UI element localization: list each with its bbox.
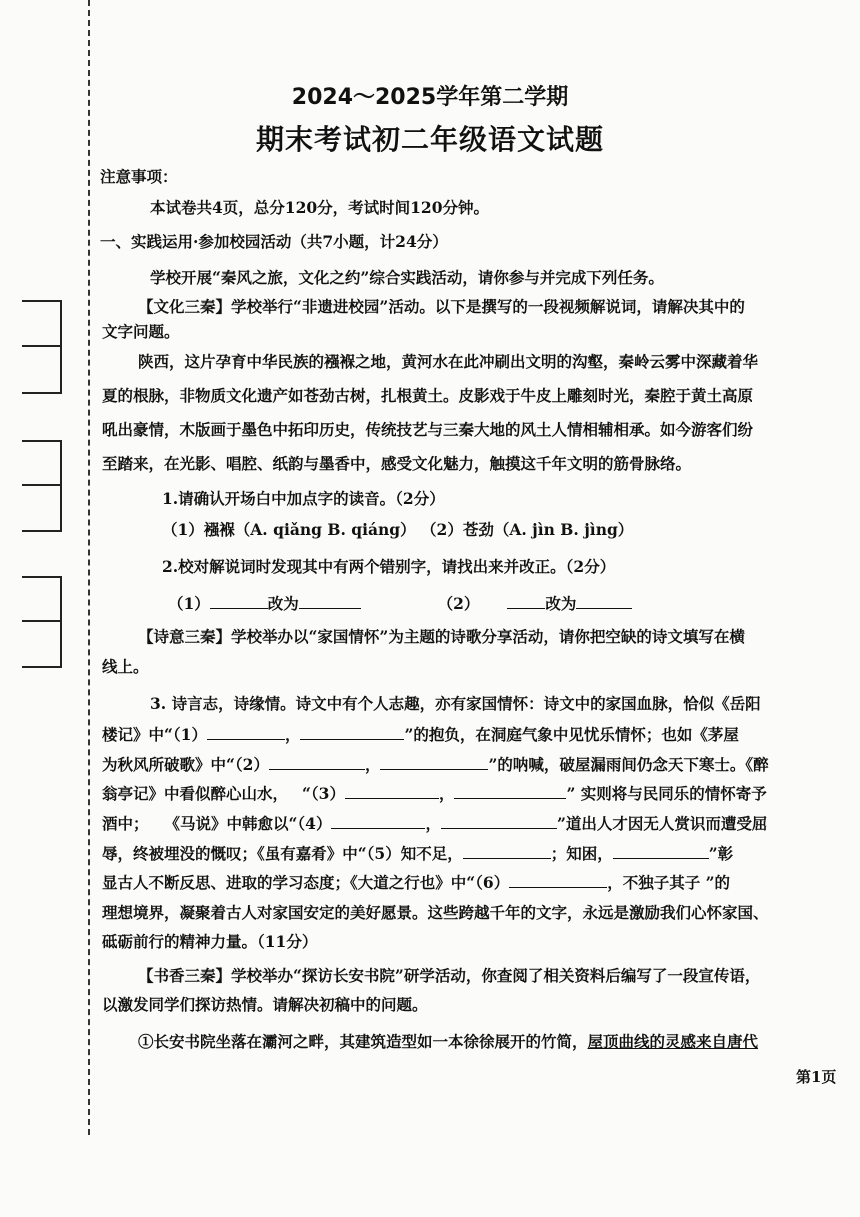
binding-box-1 — [22, 300, 62, 394]
answer-blank[interactable] — [613, 844, 709, 859]
passage-line: 至踏来，在光影、唱腔、纸韵与墨香中，感受文化魅力，触摸这千年文明的筋骨脉络。 — [102, 454, 692, 473]
q3-line: 砥砺前行的精神力量。（11分） — [102, 932, 318, 951]
question-2-fill: （1） 改为 （2） 改为 — [168, 592, 632, 614]
section-intro: 学校开展“秦风之旅，文化之约”综合实践活动，请你参与并完成下列任务。 — [150, 268, 664, 287]
page-number: 第1页 — [796, 1068, 837, 1086]
q3-line: 理想境界，凝聚着古人对家国安定的美好愿景。这些跨越千年的文字，永远是激励我们心怀家国、 — [102, 903, 769, 922]
poetry-instruction: 【诗意三秦】学校举办以“家国情怀”为主题的诗歌分享活动，请你把空缺的诗文填写在横 — [138, 627, 745, 646]
question-1: 1.请确认开场白中加点字的读音。（2分） — [162, 489, 445, 508]
q3-line: 翁亭记》中看似醉心山水， “（3） ， ” 实则将与民同乐的情怀寄予 — [102, 784, 767, 803]
answer-blank[interactable] — [210, 594, 268, 609]
answer-blank[interactable] — [207, 725, 285, 740]
passage-line: 夏的根脉，非物质文化遗产如苍劲古树，扎根黄土。皮影戏于牛皮上雕刻时光，秦腔于黄土高原 — [102, 386, 754, 405]
notice-text: 本试卷共4页，总分120分，考试时间120分钟。 — [150, 198, 489, 217]
question-2: 2.校对解说词时发现其中有两个错别字，请找出来并改正。（2分） — [162, 557, 616, 576]
binding-box-2 — [22, 440, 62, 532]
answer-blank[interactable] — [300, 725, 404, 740]
binding-dashed-line — [88, 0, 90, 1135]
answer-blank[interactable] — [441, 814, 557, 829]
culture-instruction: 【文化三秦】学校举行“非遗进校园”活动。以下是撰写的一段视频解说词，请解决其中的 — [138, 297, 745, 316]
q3-line: 辱，终被埋没的慨叹；《虽有嘉肴》中“（5）知不足， ；知困， ”彰 — [102, 844, 734, 863]
answer-blank[interactable] — [507, 594, 545, 609]
books-instruction: 【书香三秦】学校举办“探访长安书院”研学活动，你查阅了相关资料后编写了一段宣传语， — [138, 966, 761, 985]
answer-blank[interactable] — [269, 755, 365, 770]
notice-label: 注意事项： — [100, 167, 178, 186]
binding-box-3 — [22, 576, 62, 668]
passage-line: 吼出豪情，木版画于墨色中拓印历史，传统技艺与三秦大地的风土人情相辅相承。如今游客们纷 — [102, 420, 754, 439]
section-heading: 一、实践运用·参加校园活动（共7小题，计24分） — [100, 232, 448, 251]
q3-line: 为秋风所破歌》中“（2） ， ”的呐喊，破屋漏雨间仍念天下寒士。《醉 — [102, 755, 769, 774]
answer-blank[interactable] — [331, 814, 425, 829]
poetry-instruction-cont: 线上。 — [102, 657, 149, 676]
answer-blank[interactable] — [509, 873, 607, 888]
exam-term: 2024～2025学年第二学期 — [291, 85, 569, 110]
answer-blank[interactable] — [345, 784, 439, 799]
culture-instruction-cont: 文字问题。 — [102, 322, 180, 341]
exam-title: 期末考试初二年级语文试题 — [255, 123, 604, 156]
answer-blank[interactable] — [463, 844, 551, 859]
books-item-1: ①长安书院坐落在灞河之畔，其建筑造型如一本徐徐展开的竹简，屋顶曲线的灵感来自唐代 — [138, 1032, 759, 1051]
q3-line: 酒中； 《马说》中韩愈以“（4） ， ”道出人才因无人赏识而遭受屈 — [102, 814, 768, 833]
question-1-options: （1）襁褓（A. qiǎng B. qiáng） （2）苍劲（A. jìn B. jìng） — [162, 520, 634, 539]
q3-line: 楼记》中“（1） ， ”的抱负，在洞庭气象中见忧乐情怀；也如《茅屋 — [102, 725, 739, 744]
q3-line: 显古人不断反思、进取的学习态度；《大道之行也》中“（6） ，不独子其子 ”的 — [102, 873, 731, 892]
answer-blank[interactable] — [454, 784, 566, 799]
q3-line: 3. 诗言志，诗缘情。诗文中有个人志趣，亦有家国情怀：诗文中的家国血脉，恰似《岳阳 — [150, 694, 761, 713]
answer-blank[interactable] — [380, 755, 488, 770]
books-instruction-cont: 以激发同学们探访热情。请解决初稿中的问题。 — [102, 995, 428, 1014]
answer-blank[interactable] — [299, 594, 361, 609]
passage-line: 陕西，这片孕育中华民族的襁褓之地，黄河水在此冲刷出文明的沟壑，秦岭云雾中深藏着华 — [138, 352, 759, 371]
answer-blank[interactable] — [576, 594, 632, 609]
